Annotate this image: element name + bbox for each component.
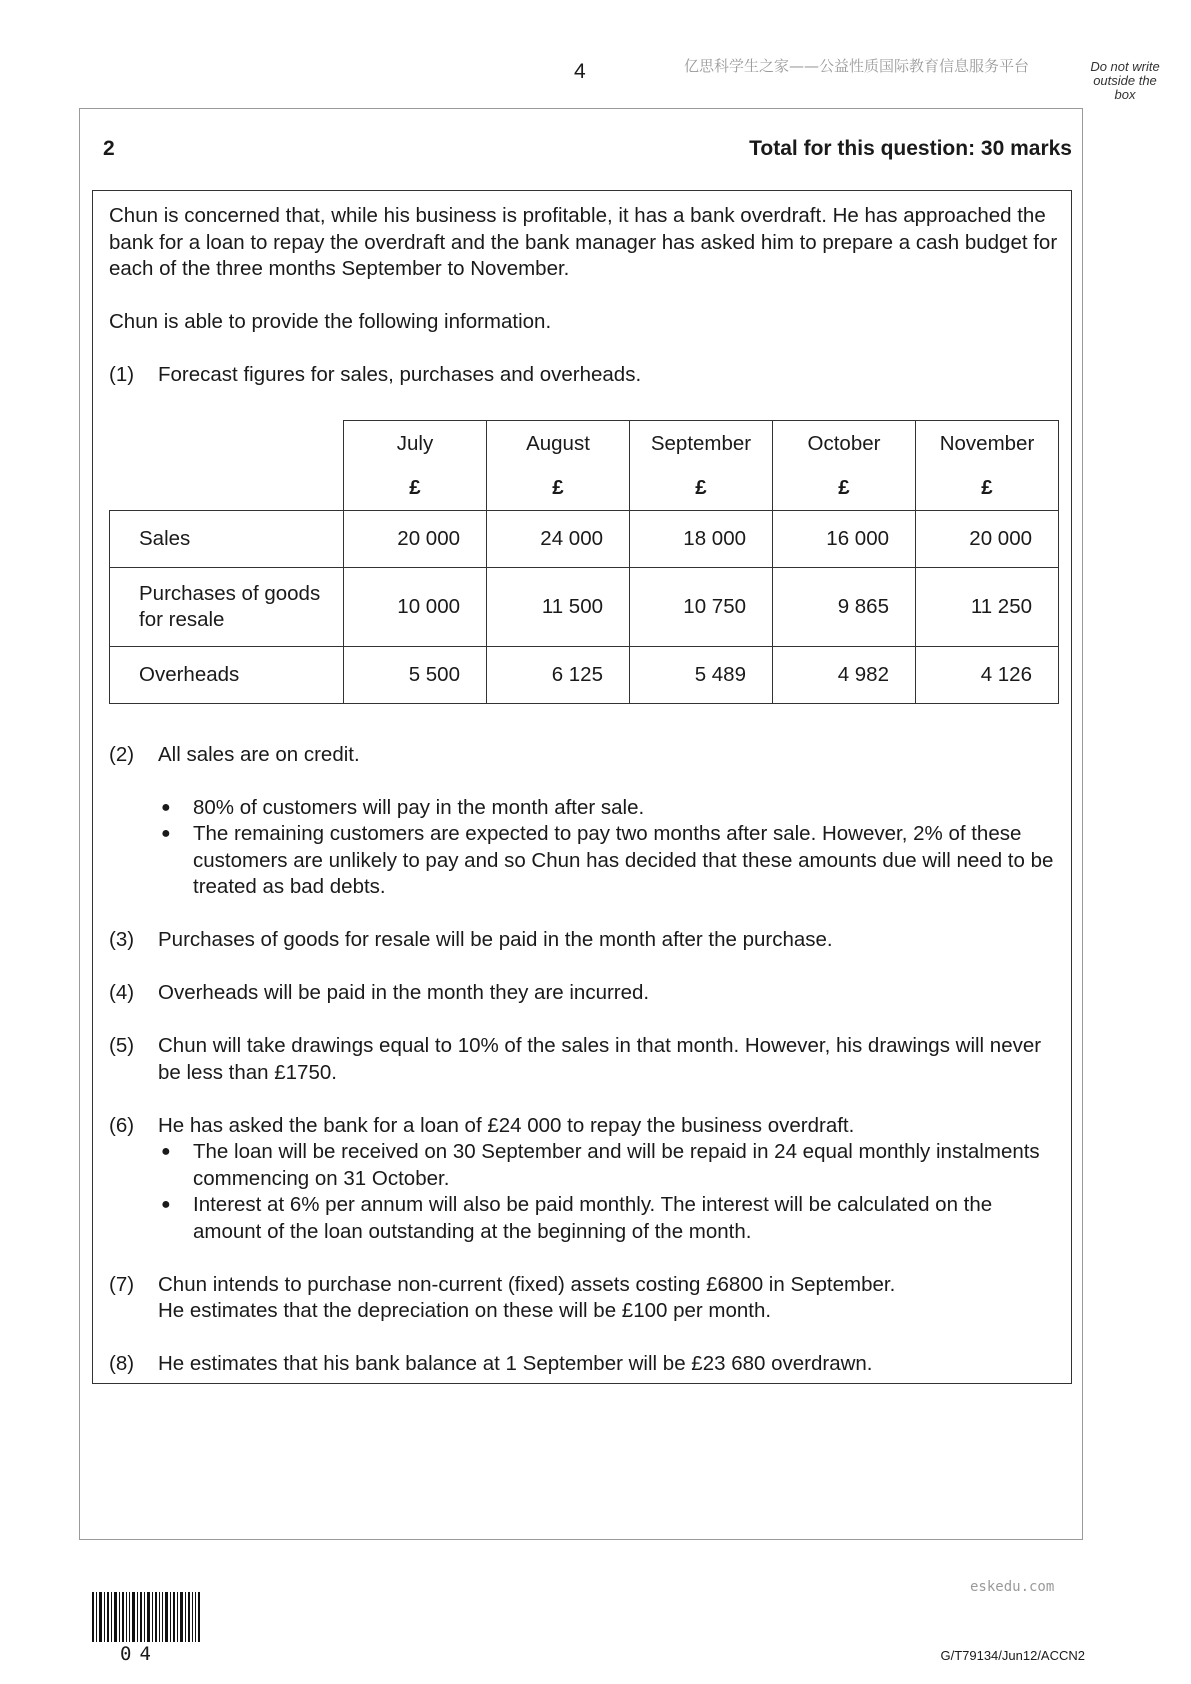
bullet-item [158, 1139, 1059, 1192]
barcode-number: 04 [120, 1643, 159, 1665]
info-item-3 [109, 927, 1059, 954]
document-reference: G/T79134/Jun12/ACCN2 [940, 1648, 1085, 1663]
item-number: (6) [109, 1113, 135, 1137]
site-watermark: eskedu.com [970, 1579, 1055, 1595]
item-number: (8) [109, 1352, 135, 1375]
table-value: 24 000 [540, 527, 603, 550]
unit-header: £ [630, 466, 773, 511]
info-item-1 [109, 362, 1059, 389]
table-value: 4 982 [837, 663, 889, 686]
table-value: 6 125 [551, 663, 603, 686]
table-value: 9 865 [837, 595, 889, 618]
margin-note-line: box [1114, 87, 1136, 102]
forecast-table [109, 420, 1059, 704]
month-header: September [630, 421, 773, 467]
barcode-icon [92, 1592, 200, 1642]
bullet-item [158, 821, 1059, 901]
table-value: 4 126 [980, 663, 1032, 686]
item-number: (7) [109, 1272, 135, 1296]
info-item-7 [109, 1272, 1059, 1325]
table-value: 5 489 [694, 663, 746, 686]
intro-paragraph: Chun is concerned that, while his business is profitable, it has a bank overdraft. He has approached the bank for a loan to repay the overdraft and the bank manager has asked him to prepare a cash budget for each of the three months September to November. [109, 204, 1058, 280]
item-text: Chun will take drawings equal to 10% of the sales in that month. However, his drawings will never be less than £1750. [158, 1034, 1042, 1084]
bullet-icon: ● [161, 825, 171, 842]
unit-header: £ [344, 466, 487, 511]
item-text: He estimates that the depreciation on these will be £100 per month. [158, 1299, 772, 1322]
info-item-2 [109, 742, 1059, 901]
watermark-text: 亿思科学生之家——公益性质国际教育信息服务平台 [684, 57, 1030, 75]
page-number: 4 [574, 60, 586, 83]
row-label: Sales [110, 511, 344, 568]
bullet-text: The remaining customers are expected to pay two months after sale. However, 2% of these customers are unlikely to pay and so Chun has decided that these amounts due will need to be treated as bad debts. [193, 822, 1054, 898]
table-row [110, 647, 1059, 704]
item-number: (5) [109, 1034, 135, 1057]
row-label: Overheads [110, 647, 344, 704]
item-number: (1) [109, 363, 135, 386]
item-number: (2) [109, 742, 135, 766]
table-value: 5 500 [408, 663, 460, 686]
bullet-text: The loan will be received on 30 September and will be repaid in 24 equal monthly instalments commencing on 31 October. [193, 1140, 1040, 1190]
table-value: 20 000 [969, 527, 1032, 550]
item-text: Chun intends to purchase non-current (fixed) assets costing £6800 in September. [158, 1272, 896, 1296]
bullet-text: Interest at 6% per annum will also be paid monthly. The interest will be calculated on the amount of the loan outstanding at the beginning of the month. [193, 1193, 993, 1243]
intro-paragraph: Chun is able to provide the following information. [109, 310, 552, 333]
table-value: 20 000 [397, 527, 460, 550]
info-item-6 [109, 1113, 1059, 1246]
table-value: 10 750 [683, 595, 746, 618]
question-total-marks: Total for this question: 30 marks [749, 137, 1072, 160]
table-row [110, 568, 1059, 647]
bullet-item [158, 1192, 1059, 1245]
unit-header: £ [916, 466, 1059, 511]
question-number: 2 [103, 137, 115, 160]
bullet-text: 80% of customers will pay in the month after sale. [193, 795, 645, 819]
row-label: Purchases of goods for resale [110, 568, 344, 647]
unit-header: £ [773, 466, 916, 511]
month-header: July [344, 421, 487, 467]
month-header: November [916, 421, 1059, 467]
table-row [110, 511, 1059, 568]
bullet-icon: ● [161, 1143, 171, 1160]
month-header: August [487, 421, 630, 467]
question-content [109, 203, 1059, 1378]
item-text: He estimates that his bank balance at 1 September will be £23 680 overdrawn. [158, 1352, 873, 1375]
month-header: October [773, 421, 916, 467]
info-item-5 [109, 1033, 1059, 1086]
item-text: Forecast figures for sales, purchases and overheads. [158, 363, 642, 386]
bullet-icon: ● [161, 1196, 171, 1213]
margin-note-line: Do not write [1090, 59, 1160, 74]
bullet-icon: ● [161, 798, 171, 816]
table-value: 11 500 [541, 595, 603, 618]
table-value: 10 000 [397, 595, 460, 618]
table-value: 11 250 [970, 595, 1032, 618]
item-text: Purchases of goods for resale will be paid in the month after the purchase. [158, 928, 833, 951]
item-text: Overheads will be paid in the month they are incurred. [158, 981, 650, 1004]
table-value: 18 000 [683, 527, 746, 550]
margin-note [1080, 60, 1170, 102]
info-item-4 [109, 980, 1059, 1007]
unit-header: £ [487, 466, 630, 511]
info-item-8 [109, 1351, 1059, 1378]
item-text: All sales are on credit. [158, 742, 360, 766]
item-number: (3) [109, 928, 135, 951]
table-value: 16 000 [826, 527, 889, 550]
bullet-item [158, 795, 1059, 822]
margin-note-line: outside the [1093, 73, 1157, 88]
item-text: He has asked the bank for a loan of £24 000 to repay the business overdraft. [158, 1113, 855, 1137]
item-number: (4) [109, 981, 135, 1004]
